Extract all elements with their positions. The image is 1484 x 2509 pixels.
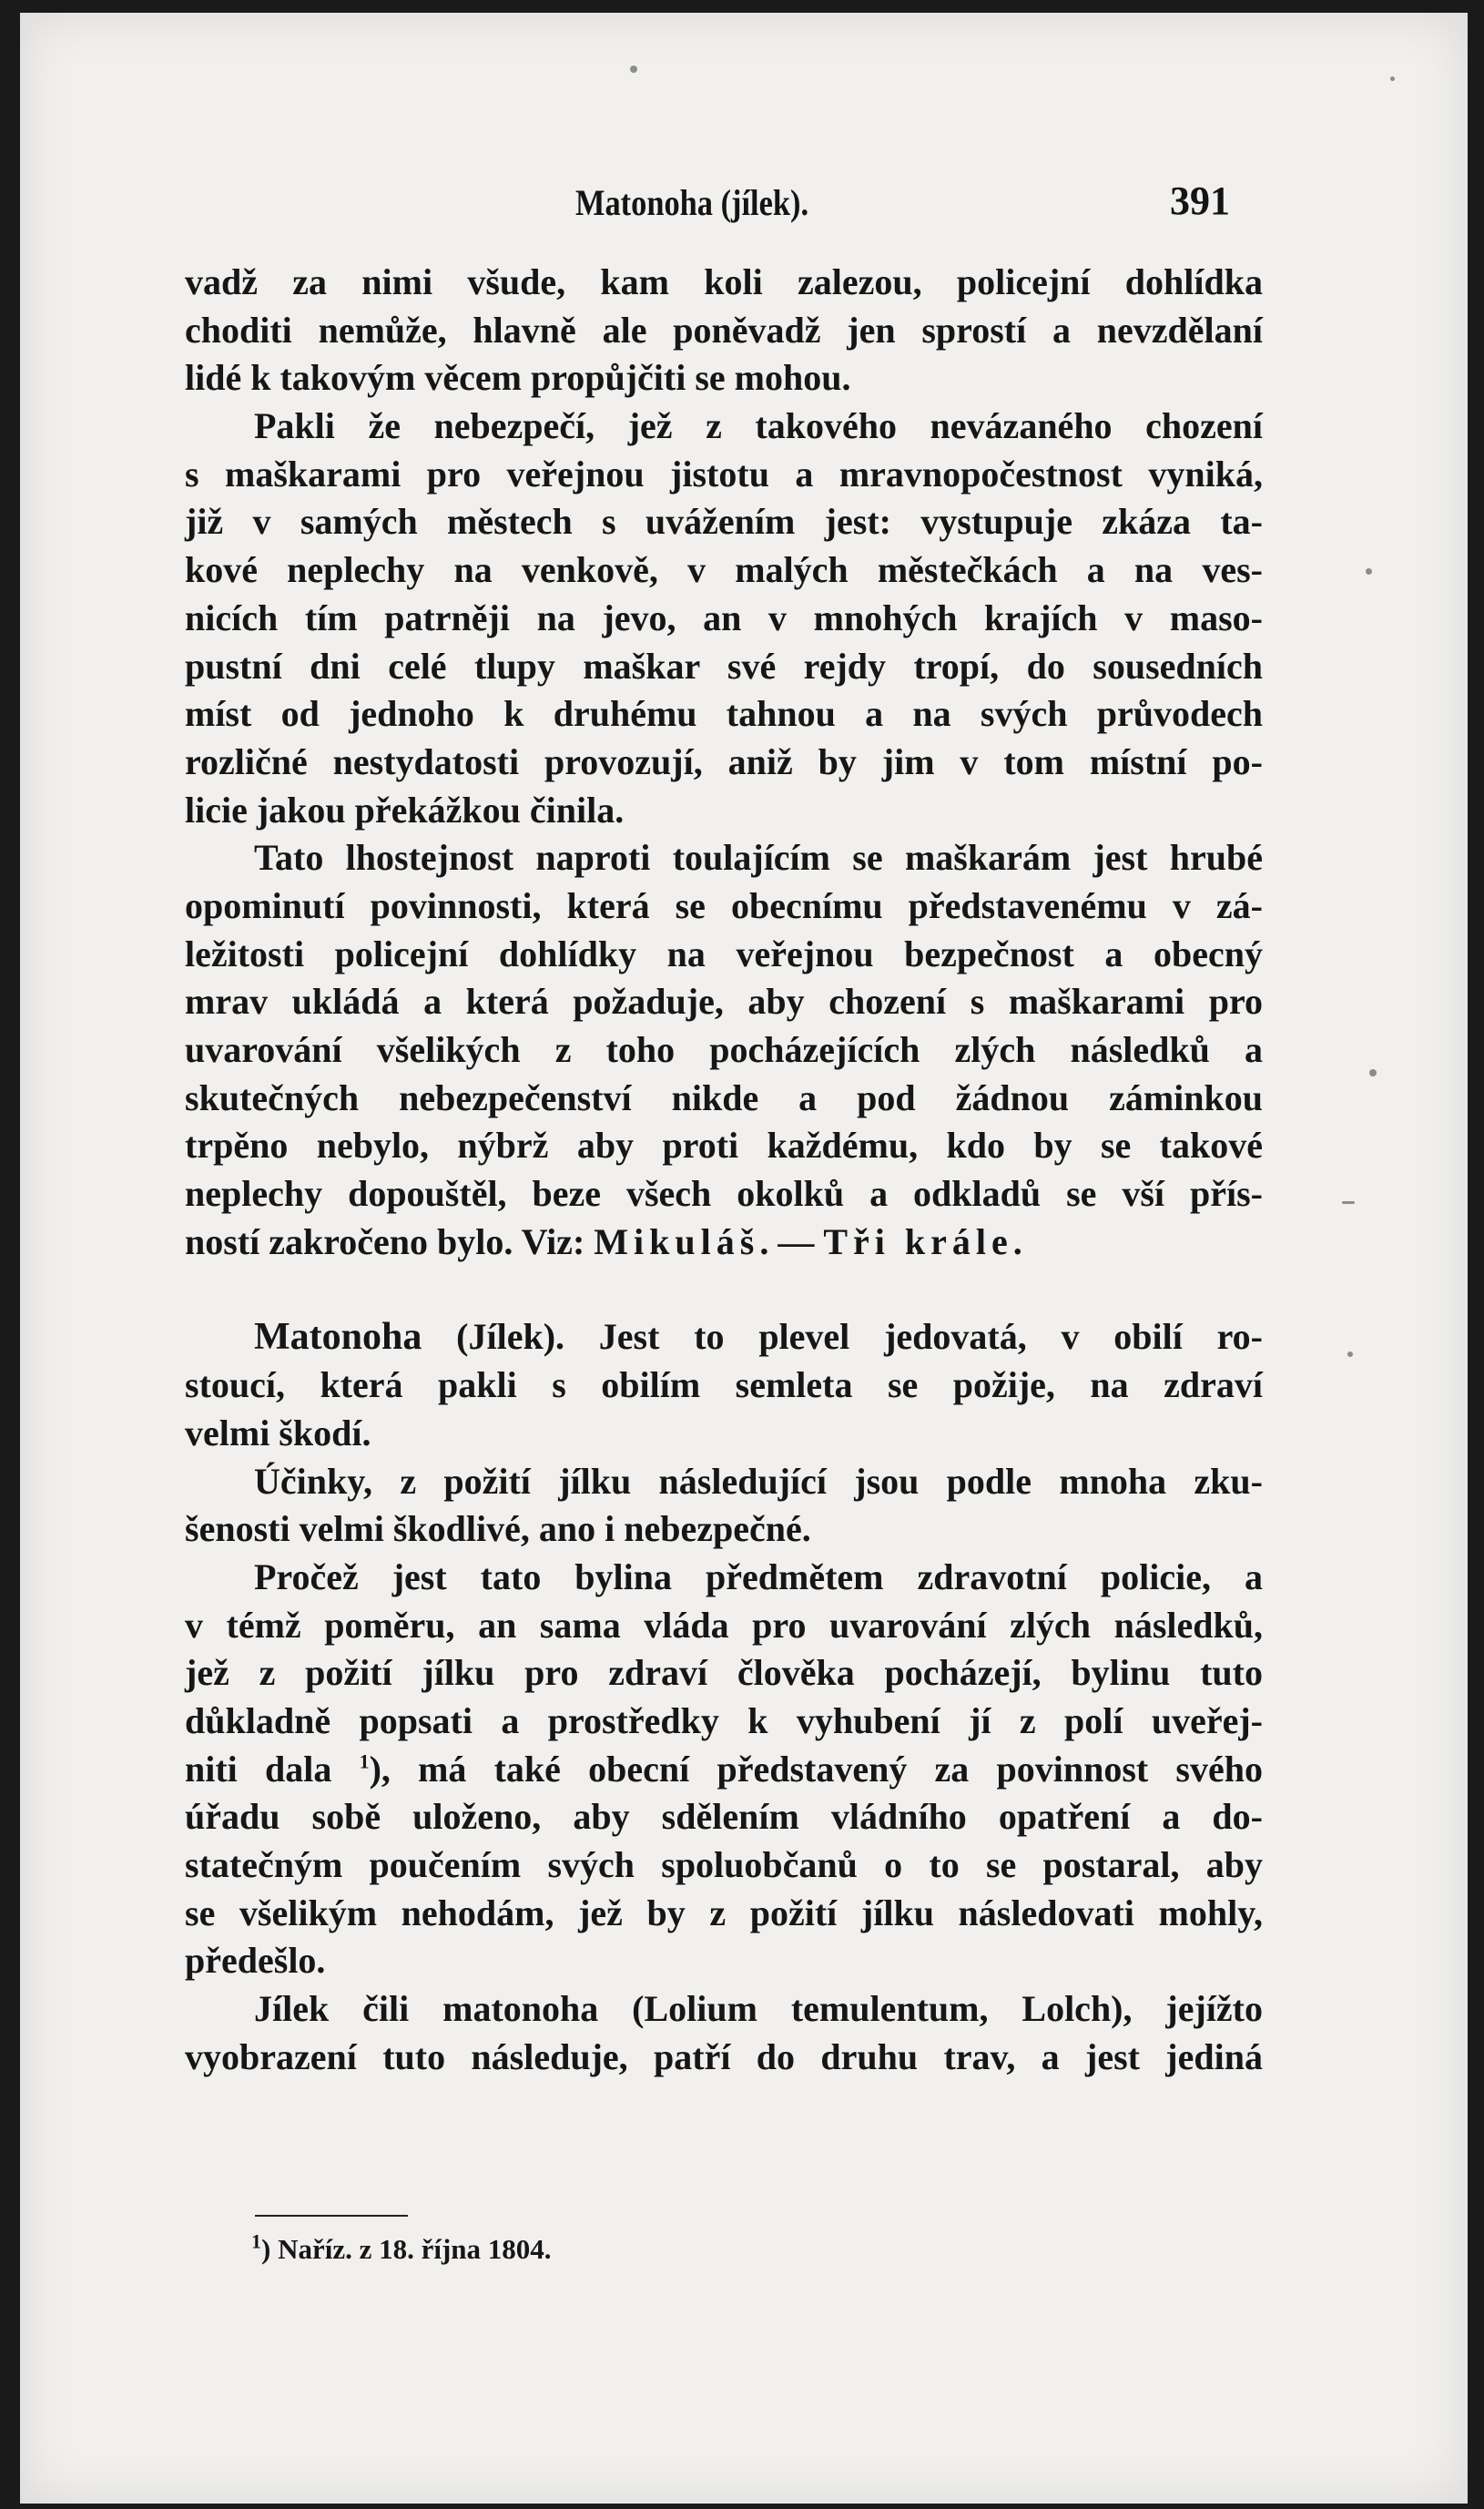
text-line: jež z požití jílku pro zdraví člověka pocházejí, bylinu tuto xyxy=(185,1652,1263,1694)
text-line: vadž za nimi všude, kam koli zalezou, policejní dohlídka xyxy=(185,261,1263,302)
text-run: (Jílek). Jest to plevel jedovatá, v obilí ro- xyxy=(422,1316,1263,1358)
section-gap xyxy=(185,1266,1263,1313)
cross-reference: Tři krále xyxy=(823,1220,1013,1262)
text-line: velmi škodí. xyxy=(185,1412,371,1453)
paragraph xyxy=(185,834,1263,1266)
text-line: ležitosti policejní dohlídky na veřejnou bezpečnost a obecný xyxy=(185,933,1263,974)
text-line: choditi nemůže, hlavně ale poněvadž jen sprostí a nevzdělaní xyxy=(185,309,1263,351)
footnote xyxy=(251,2229,552,2266)
page-number: 391 xyxy=(1170,178,1230,223)
text-line: úřadu sobě uloženo, aby sdělením vládního opatření a do- xyxy=(185,1796,1263,1838)
text-line: s maškarami pro veřejnou jistotu a mravnopočestnost vyniká, xyxy=(185,453,1263,495)
text-run: . — xyxy=(759,1220,824,1262)
paragraph xyxy=(185,1554,1263,1985)
text-line: v témž poměru, an sama vláda pro uvarování zlých následků, xyxy=(185,1604,1263,1646)
cross-reference: Mikuláš xyxy=(594,1220,760,1262)
text-line: pustní dni celé tlupy maškar své rejdy tropí, do sousedních xyxy=(185,645,1263,687)
paragraph xyxy=(185,403,1263,834)
scan-speck xyxy=(630,66,637,73)
text-line: nicích tím patrněji na jevo, an v mnohých krajích v maso- xyxy=(185,597,1263,638)
text-line: Pročež jest tato bylina předmětem zdravotní policie, a xyxy=(254,1555,1263,1597)
text-line: Účinky, z požití jílku následující jsou podle mnoha zku- xyxy=(254,1460,1263,1502)
book-page xyxy=(20,13,1468,2504)
text-run: ), má také obecní představený za povinnost svého xyxy=(369,1748,1263,1790)
running-header xyxy=(20,178,1468,236)
paragraph xyxy=(185,1985,1263,2081)
text-line: předešlo. xyxy=(185,1940,326,1982)
text-line: uvarování všelikých z toho pocházejících zlých následků a xyxy=(185,1029,1263,1070)
paragraph xyxy=(185,259,1263,403)
text-line: stoucí, která pakli s obilím semleta se požije, na zdraví xyxy=(185,1364,1263,1406)
paragraph xyxy=(185,1313,1263,1457)
footnote-text: ) Naříz. z 18. října 1804. xyxy=(261,2233,552,2265)
text-line: statečným poučením svých spoluobčanů o to se postaral, aby xyxy=(185,1844,1263,1885)
text-line: Pakli že nebezpečí, jež z takového nevázaného chození xyxy=(254,405,1263,447)
scan-speck xyxy=(1342,1201,1355,1204)
scan-speck xyxy=(1347,1351,1353,1357)
scan-speck xyxy=(1369,1069,1377,1076)
footnote-divider xyxy=(255,2215,408,2217)
text-line: rozličné nestydatosti provozují, aniž by jim v tom místní po- xyxy=(185,740,1263,782)
scan-speck xyxy=(1366,568,1372,575)
text-line: již v samých městech s uvážením jest: vystupuje zkáza ta- xyxy=(185,501,1263,543)
text-line: skutečných nebezpečenství nikde a pod žádnou záminkou xyxy=(185,1076,1263,1118)
text-line: Jílek čili matonoha (Lolium temulentum, Lolch), jejížto xyxy=(254,1988,1263,2030)
text-run: ností zakročeno bylo. Viz: xyxy=(185,1220,595,1262)
text-line xyxy=(185,1219,1263,1267)
text-line xyxy=(185,1746,1263,1794)
text-line: lidé k takovým věcem propůjčiti se mohou. xyxy=(185,357,851,399)
text-line: opominutí povinnosti, která se obecnímu představenému v zá- xyxy=(185,884,1263,926)
running-head-title: Matonoha (jílek). xyxy=(575,182,809,223)
text-line: vyobrazení tuto následuje, patří do druhu trav, a jest jediná xyxy=(185,2035,1263,2077)
text-line: licie jakou překážkou činila. xyxy=(185,789,625,831)
text-line: šenosti velmi škodlivé, ano i nebezpečné. xyxy=(185,1508,811,1550)
text-line: neplechy dopouštěl, beze všech okolků a odkladů se vší přís- xyxy=(185,1173,1263,1215)
text-run: . xyxy=(1012,1220,1022,1262)
text-line: mrav ukládá a která požaduje, aby chození s maškarami pro xyxy=(185,981,1263,1023)
text-line xyxy=(185,1313,1263,1362)
text-line: míst od jednoho k druhému tahnou a na svých průvodech xyxy=(185,693,1263,735)
text-line: důkladně popsati a prostředky k vyhubení jí z polí uveřej- xyxy=(185,1699,1263,1741)
entry-headword: Matonoha xyxy=(254,1316,422,1359)
body-text xyxy=(185,259,1263,2081)
text-line: kové neplechy na venkově, v malých městečkách a na ves- xyxy=(185,549,1263,591)
paragraph xyxy=(185,1458,1263,1554)
footnote-marker: 1 xyxy=(359,1749,370,1773)
scan-speck xyxy=(1390,76,1395,81)
text-run: niti dala xyxy=(185,1748,360,1790)
footnote-marker: 1 xyxy=(251,2229,261,2253)
text-line: Tato lhostejnost naproti toulajícím se maškarám jest hrubé xyxy=(254,837,1263,879)
text-line: trpěno nebylo, nýbrž aby proti každému, kdo by se takové xyxy=(185,1125,1263,1167)
text-line: se všelikým nehodám, jež by z požití jílku následovati mohly, xyxy=(185,1892,1263,1933)
